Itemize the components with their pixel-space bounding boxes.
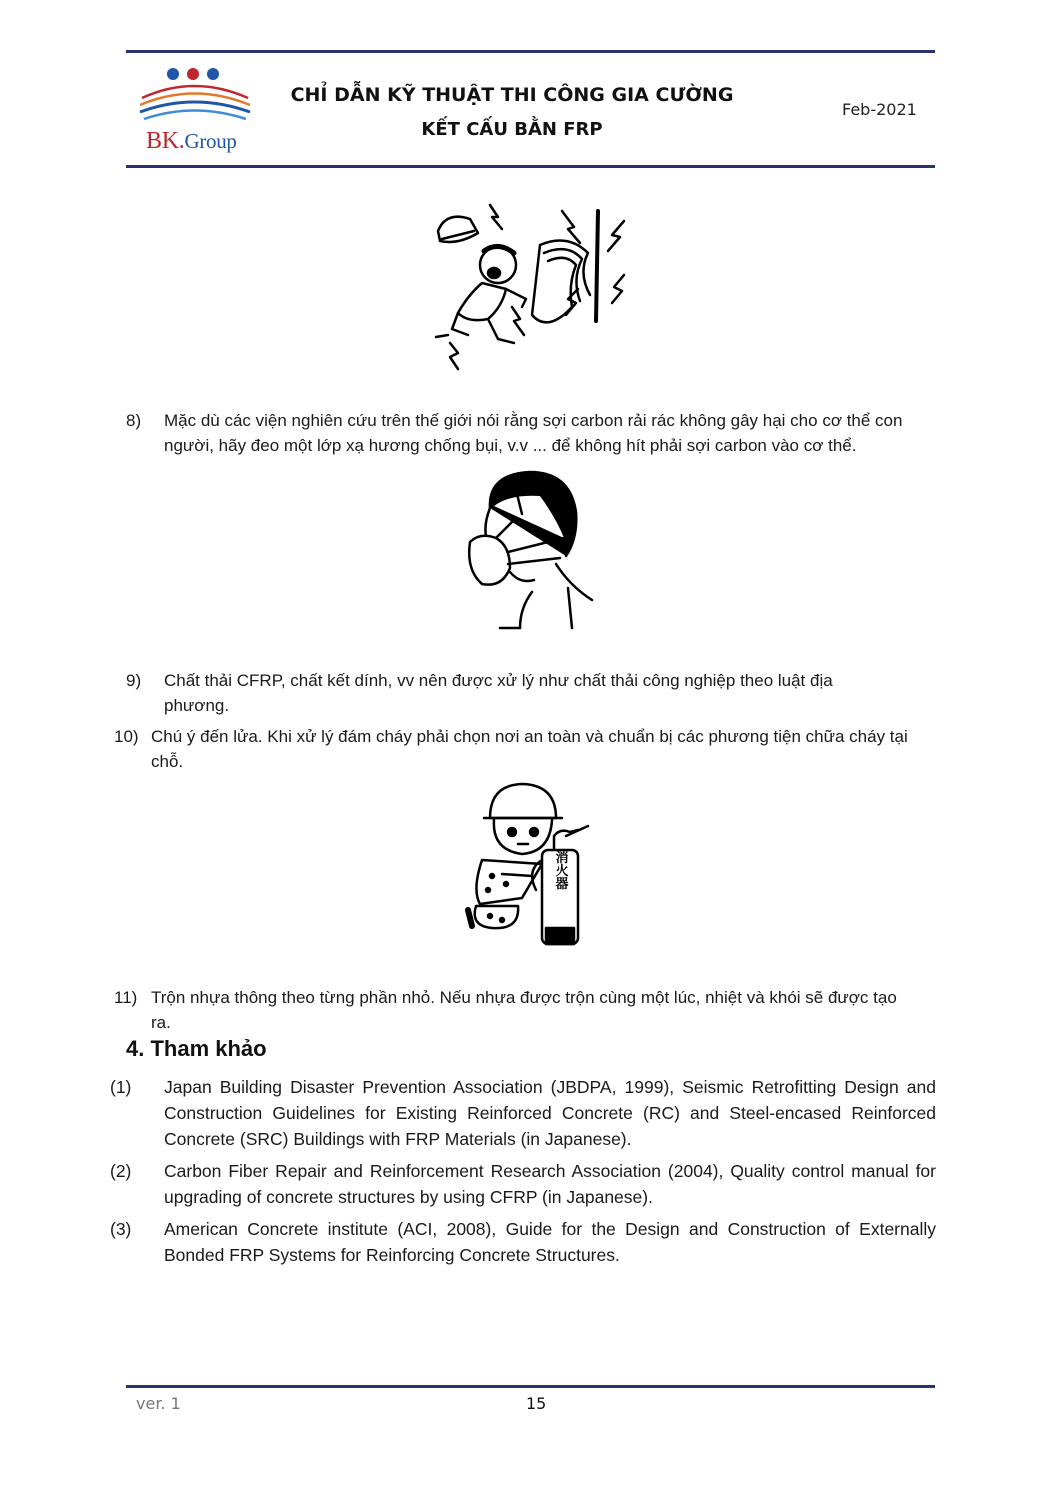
- section-heading: 4. Tham khảo: [126, 1036, 267, 1061]
- reference-number: (3): [110, 1219, 132, 1239]
- reference-2: [110, 1158, 936, 1212]
- header-top-rule: [126, 50, 935, 53]
- footer-rule: [126, 1385, 935, 1388]
- reference-3: [110, 1216, 936, 1270]
- reference-text: Japan Building Disaster Prevention Association (JBDPA, 1999), Seismic Retrofitting Design and Construction Guidelines for Existing Reinforced Concrete (RC) and Steel-encased Reinforced Concrete (SRC) Buildings with FRP Materials (in Japanese).: [164, 1077, 936, 1149]
- document-title-line2: KẾT CẤU BẰN FRP: [421, 119, 603, 140]
- item-text: Chú ý đến lửa. Khi xử lý đám cháy phải chọn nơi an toàn và chuẩn bị các phương tiện chữa cháy tại chỗ.: [151, 727, 908, 771]
- safety-item-10: [114, 724, 936, 776]
- extinguisher-label: 消火器: [552, 850, 568, 890]
- shock-hazard-illustration: [428, 203, 633, 373]
- item-number: 10): [114, 727, 139, 746]
- reference-number: (1): [110, 1077, 132, 1097]
- fire-extinguisher-illustration: [462, 780, 597, 950]
- item-number: 8): [126, 411, 142, 430]
- item-text: Chất thải CFRP, chất kết dính, vv nên được xử lý như chất thải công nghiệp theo luật địa phương.: [164, 671, 833, 715]
- safety-item-9: [126, 668, 936, 720]
- reference-1: [110, 1074, 936, 1154]
- document-date: Feb-2021: [842, 100, 917, 119]
- reference-text: American Concrete institute (ACI, 2008), Guide for the Design and Construction of Externally Bonded FRP Systems for Reinforcing Concrete Structures.: [164, 1219, 936, 1265]
- header-bottom-rule: [126, 165, 935, 168]
- logo-wordmark: BK.Group: [146, 128, 237, 154]
- safety-item-11: [114, 985, 936, 1037]
- dust-mask-illustration: [460, 468, 595, 633]
- item-number: 9): [126, 671, 142, 690]
- page-number: 15: [526, 1394, 547, 1413]
- reference-number: (2): [110, 1161, 132, 1181]
- item-text: Trộn nhựa thông theo từng phần nhỏ. Nếu nhựa được trộn cùng một lúc, nhiệt và khói sẽ được tạo ra.: [151, 988, 897, 1032]
- footer-version: ver. 1: [136, 1394, 181, 1413]
- item-number: 11): [114, 988, 138, 1007]
- safety-item-8: [126, 408, 936, 460]
- item-text: Mặc dù các viện nghiên cứu trên thế giới nói rằng sợi carbon rải rác không gây hại cho cơ thể con người, hãy đeo một lớp xạ hương chống bụi, v.v ... để không hít phải sợi carbon vào cơ thể.: [164, 411, 903, 455]
- document-title-line1: CHỈ DẪN KỸ THUẬT THI CÔNG GIA CƯỜNG: [290, 84, 734, 106]
- reference-text: Carbon Fiber Repair and Reinforcement Research Association (2004), Quality control manual for upgrading of concrete structures by using CFRP (in Japanese).: [164, 1161, 936, 1207]
